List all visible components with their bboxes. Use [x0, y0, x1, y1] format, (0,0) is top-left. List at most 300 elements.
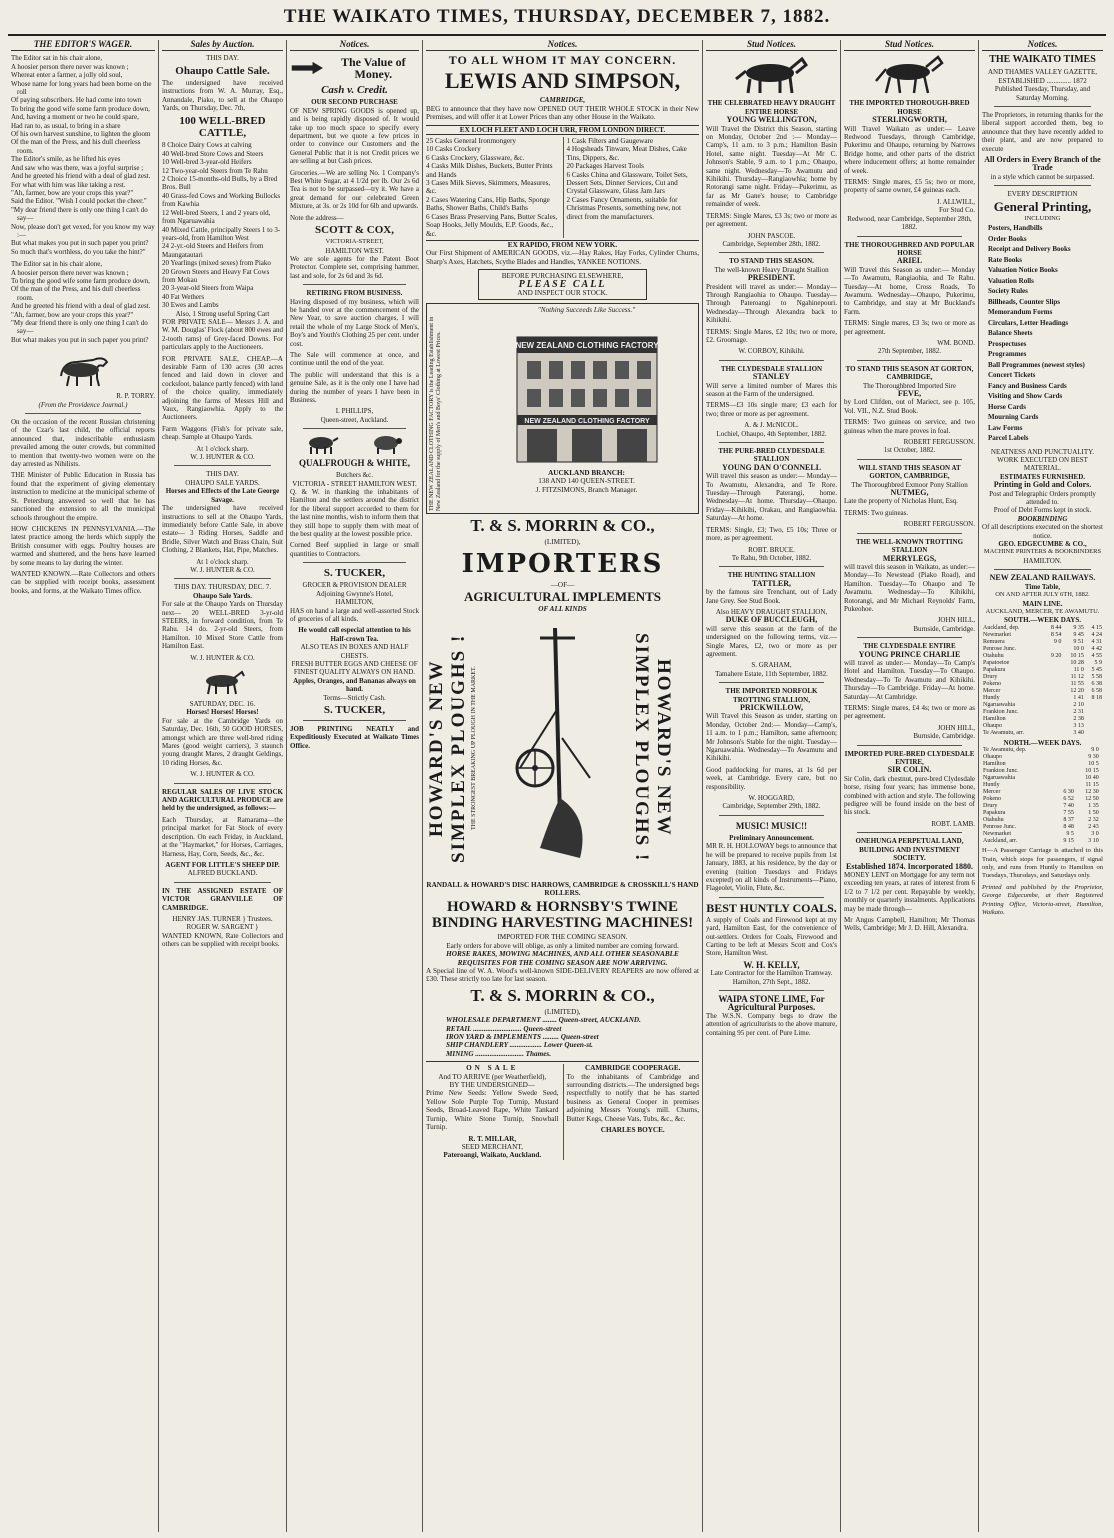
stud-terms: Good paddocking for mares, at 1s 6d per week, at Cambridge. Every care, but no responsibility. — [706, 765, 837, 791]
livestock-illustrations — [290, 433, 419, 455]
post-orders: Post and Telegraphic Orders promptly attended to. — [989, 489, 1096, 507]
column-header: Sales by Auction. — [162, 40, 283, 51]
divider — [174, 578, 271, 579]
time-cell: 4 55 — [1091, 652, 1102, 659]
time-cell: 10 15 — [1070, 652, 1084, 659]
printing-item: Billheads, Counter Slips — [988, 297, 1061, 306]
divider — [719, 442, 824, 443]
time-cell: 3 10 — [1088, 838, 1099, 845]
best-material: WORK EXECUTED ON BEST MATERIAL. — [997, 456, 1088, 473]
station-cell: Pokeno — [983, 680, 1001, 687]
printer-town: HAMILTON. — [1023, 556, 1062, 565]
time-cell: 2 31 — [1073, 708, 1084, 715]
printer-sub: MACHINE PRINTERS & BOOKBINDERS — [983, 548, 1102, 556]
poem-line: And, having a moment or two he could spare, — [11, 113, 139, 122]
divider — [719, 990, 824, 991]
stud-owner: ROBT. BRUCE. — [748, 545, 795, 554]
timetable-row — [982, 824, 1103, 831]
time-cell: 2 32 — [1088, 817, 1099, 824]
goods-item: 3 Cases Milk Sieves, Skimmers, Measures, &c. — [426, 179, 551, 196]
time-cell — [1044, 695, 1062, 702]
stud-body: by Lord Clifden, out of Mariect, see p. 105, Vol. VII., N.Z. Stud Book. — [844, 398, 975, 415]
timetable-row — [982, 653, 1103, 660]
column-notices-2 — [422, 40, 702, 1532]
cooperage-body: To the inhabitants of Cambridge and surrounding districts.—The undersigned begs respectfully to notify that he has started business as General Cooper in premises adjoining Messrs Young's mill. Churns, Butter Kegs, Cheese Vats, Tubs, &c., &c. — [566, 1072, 699, 1123]
column-header: Notices. — [290, 40, 419, 51]
rapido-header: EX RAPIDO, FROM NEW YORK. — [426, 240, 699, 249]
every-description: EVERY DESCRIPTION — [1007, 190, 1078, 199]
timetable-row — [982, 775, 1103, 782]
sale-headline: 100 WELL-BRED CATTLE, — [179, 115, 266, 140]
stud-terms: TERMS: Single Mares, £2 10s; two or more, £2. Groomage. — [706, 327, 837, 344]
lewis-simpson-body: BEG to announce that they have now OPENED OUT THEIR WHOLE STOCK in their New Premises, and will offer it at Lower Prices than any other House in the Waikato. — [426, 104, 699, 122]
agents-body: We are sole agents for the Patent Boot Protector. Complete set, comprising hammer, last and sole, for 2s 6d and 3s 6d. — [290, 254, 419, 280]
timetable-row — [982, 702, 1103, 709]
sale-title: Ohaupo Cattle Sale. — [175, 64, 270, 77]
time-cell: 8 48 — [1063, 824, 1074, 831]
column-stud-notices-1 — [702, 40, 840, 1532]
millar-job: SEED MERCHANT, — [461, 1142, 523, 1151]
divider — [303, 284, 406, 285]
time-cell: 10 5 — [1088, 761, 1099, 768]
poem-line: Of paying subscribers. He had come into town — [11, 96, 142, 105]
lime-body: The W.S.N. Company begs to draw the attention of agriculturists to the above manure, containing 95 per cent. of Pure Lime. — [706, 1011, 837, 1037]
poem-line: "My dear friend there is only one thing I can't do say— — [11, 319, 148, 336]
time-cell — [1100, 775, 1103, 782]
firm-name: SCOTT & COX, — [315, 224, 394, 237]
timetable-row — [982, 754, 1103, 761]
printing-item: Valuation Notice Books — [988, 266, 1058, 275]
time-cell: 9 0 — [1053, 638, 1062, 645]
poem-line: And he greeted his friend with a deal of glad zest. — [11, 172, 151, 181]
poem-line: Whose name for long years had been borne on the roll — [11, 79, 152, 97]
printing-item: Circulars, Letter Headings — [988, 318, 1069, 327]
goods-list-right — [563, 137, 700, 238]
timetable-row — [982, 646, 1103, 653]
station-cell: Mercer — [983, 789, 1001, 796]
groceries-body: Groceries.—We are selling No. 1 Company's Best White Sugar, at 4 1/2d per lb. Our 2s 6d Tea is not to be surpassed—try it. We have a great demand for our celebrated Green Mixture, at 3s. or 2s 10d for 6lb and upwards. — [290, 168, 419, 211]
timetable-title: Time Table, — [1024, 582, 1061, 591]
stud-name: FEVE, — [897, 389, 922, 398]
column-header: Notices. — [982, 40, 1103, 51]
stud-owner-sub: For Stud Co. — [939, 206, 975, 215]
stud-date: 27th September, 1882. — [877, 347, 942, 356]
stud-terms: TERMS: Single Mares, £3 3s; two or more as per agreement. — [706, 211, 837, 229]
retiring-public: The public will understand that this is a genuine Sale, as it is the only one I have had during the number of years I have been in Business. — [290, 370, 419, 404]
timetable-row — [982, 810, 1103, 817]
printing-item: Order Books — [988, 234, 1027, 243]
divider — [719, 682, 824, 683]
lime-title: WAIPA STONE LIME, For Agricultural Purposes. — [718, 993, 825, 1013]
stud-owner: ROBT. LAMB. — [931, 819, 975, 828]
plough-subtitle: THE STRONGEST BREAKING UP PLOUGH IN THE MARKET. — [471, 665, 477, 830]
printing-item: Fancy and Business Cards — [988, 381, 1067, 390]
time-cell — [1044, 716, 1062, 723]
time-cell — [1044, 674, 1062, 681]
proprietors-note: The Proprietors, in returning thanks for the liberal support accorded them, beg to announce that they have recently added to their plant, and are now prepared to execute — [982, 111, 1103, 153]
time-cell: 9 35 — [1073, 624, 1084, 631]
factory-sign-lower: NEW ZEALAND CLOTHING FACTORY — [523, 417, 650, 425]
sale-day: THIS DAY. — [206, 470, 239, 479]
time-cell — [1044, 646, 1062, 653]
printing-item: Parcel Labels — [988, 434, 1029, 443]
style-note: in a style which cannot be surpassed. — [990, 172, 1095, 181]
poem-line: "Ah, farmer, bow are your crops this year?" — [11, 310, 134, 319]
stud-owner: WM. BOND. — [937, 338, 975, 347]
masthead-rule — [8, 34, 1106, 36]
time-cell — [1100, 803, 1103, 810]
apples: Apples, Oranges, and Bananas always on hand. — [293, 676, 416, 694]
poem-continued — [11, 260, 155, 344]
society-title: ONEHUNGA PERPETUAL LAND, BUILDING AND INVESTMENT SOCIETY. — [855, 837, 964, 863]
timetable-row — [982, 632, 1103, 639]
printing-item: Balance Sheets — [988, 329, 1033, 338]
poem-line: A hoosier person there never was known ; — [11, 268, 129, 277]
sale-title: Horses! Horses! Horses! — [186, 708, 259, 717]
second-purchase: OUR SECOND PURCHASE — [311, 98, 398, 107]
stud-title: THE CELEBRATED HEAVY DRAUGHT ENTIRE HORSE — [707, 99, 836, 116]
time-cell — [1085, 730, 1103, 737]
ships-header: EX LOCH FLEET AND LOCH URR, FROM LONDON DIRECT. — [426, 125, 699, 135]
time-cell: 6 58 — [1091, 687, 1102, 694]
cooperage-title: CAMBRIDGE COOPERAGE. — [585, 1064, 681, 1073]
stud-body: President will travel as under:— Monday—Through Rangiaohia to Ohaupo. Tuesday—Through Pateroangi to Ngahinepouri. Wednesday—Through Alexandra back to Kihikihi. — [706, 282, 837, 325]
butcher-sub: Butchers &c. — [336, 471, 373, 480]
poem-line: But what makes you put in such paper you print? — [11, 335, 149, 344]
goods-item: 6 Casks Crockery, Glassware, &c. — [426, 153, 525, 162]
department: RETAIL ........................... Queen-street — [446, 1024, 562, 1033]
railway-note: H—A Passenger Carriage is attached to this Train, which stops for passengers, if signal only, and runs from Huntly to Hamilton on Tuesdays, Thursdays, and Saturdays only. — [982, 847, 1103, 880]
grocer-name: S. TUCKER, — [323, 703, 386, 716]
stud-date: 1st October, 1882. — [883, 446, 936, 455]
column-stud-notices-2 — [840, 40, 978, 1532]
sale-item: 20 Yearlings (mixed sexes) from Piako — [162, 259, 271, 268]
sale-item: 20 3-year-old Steers from Waipa — [162, 284, 254, 293]
timetable-row — [982, 782, 1103, 789]
millar-place: Pateroangi, Waikato, Auckland. — [443, 1151, 542, 1160]
goods-item: 1 Cask Filters and Gaugeware — [566, 137, 654, 146]
stud-owner: ROBERT FERGUSSON. — [903, 520, 975, 529]
sale-day: SATURDAY, DEC. 16. — [189, 700, 256, 708]
time-cell: 2 43 — [1088, 824, 1099, 831]
department: WHOLESALE DEPARTMENT ........ Queen-street, AUCKLAND. — [446, 1016, 641, 1025]
poem-line: Had ran to, as usual, to bring in a share — [11, 121, 121, 130]
lewis-simpson-town: CAMBRIDGE, — [539, 96, 586, 105]
printing-item: Society Rules — [988, 287, 1028, 296]
north-timetable — [982, 747, 1103, 845]
stud-owner: S. GRAHAM, — [751, 661, 792, 670]
time-cell: 1 50 — [1088, 810, 1099, 817]
divider — [174, 783, 271, 784]
auckland-branch: AUCKLAND BRANCH: — [548, 468, 625, 477]
time-cell — [1100, 754, 1103, 761]
sale-also: Also, 1 Strong useful Spring Cart — [175, 309, 270, 318]
sale-place: OHAUPO SALE YARDS. — [185, 478, 260, 487]
sale-title: Horses and Effects of the Late George Savage. — [165, 487, 280, 504]
divider — [857, 832, 962, 833]
agent-name: ALFRED BUCKLAND. — [187, 869, 258, 878]
time-cell: 2 38 — [1073, 715, 1084, 722]
stud-date: Te Rahu, 9th October, 1882. — [731, 553, 812, 562]
timetable-row — [982, 709, 1103, 716]
time-cell: 1 41 — [1073, 694, 1084, 701]
stud-title: THE CLYDESDALE STALLION — [720, 364, 823, 373]
poem-line: "My dear friend there is only one thing I can't do say— — [11, 205, 148, 223]
south-timetable — [982, 625, 1103, 737]
column-editors-wager — [8, 40, 158, 1532]
sale-time: At 1 o'clock sharp. — [196, 444, 249, 453]
stud-title: THE CLYDESDALE ENTIRE — [863, 642, 956, 651]
stud-title: WILL STAND THIS SEASON AT GORTON, CAMBRIDGE, — [858, 463, 961, 481]
stud-name: STANLEY — [752, 372, 791, 382]
timetable-row — [982, 817, 1103, 824]
notice-body: OF NEW SPRING GOODS is opened up, and is being rapidly disposed of. It would take up too much space to specify every department, but we quote a few prices in order to convince our Customers and the General Public that it is not Credit prices we are selling at but Cash prices. — [290, 106, 419, 166]
timetable-row — [982, 688, 1103, 695]
stud-name: TATTLER, — [751, 578, 792, 588]
factory-sign: NEW ZEALAND CLOTHING FACTORY — [514, 340, 659, 350]
time-cell — [1100, 789, 1103, 796]
stud-body: Will Travel the District this Season, starting on Monday, October 2nd :— Monday—Camp's, 11 a.m. to 3 p.m.; Hamilton Basin Hotel, same night. Tuesday—At Mr C. Johnson's Stable, 9 a.m. to 1 p.m.; Ohaupo, same night. Wednesday—To Awamutu and Kihikihi. Thursday—Rangiaowhia; home by Rotorangi same night. Friday—Pukerimu, as far as Mr Gane's house; to Cambridge remainder of week. — [706, 124, 837, 209]
music-title: MUSIC! MUSIC!! — [735, 820, 808, 831]
time-cell: 9 5 — [1066, 831, 1074, 838]
station-cell: Drury — [983, 803, 998, 810]
divider — [303, 720, 406, 721]
please-call: PLEASE CALL — [518, 278, 607, 290]
imported-season: IMPORTED FOR THE COMING SEASON. — [497, 933, 628, 942]
regular-sales-title: REGULAR SALES OF LIVE STOCK AND AGRICULTURAL PRODUCE are held by the undersigned, as follows:— — [162, 787, 283, 813]
station-cell: Ngaruawahia — [983, 701, 1015, 708]
music-body: MR R. H. HOLLOWAY begs to announce that he will be prepared to receive pupils from 1st January, 1883, at his residence, by the day or evening (tuition Tuesdays and Fridays excepted) on all kinds of Instruments—Piano, Flageolet, Violin, Flute, &c. — [706, 842, 837, 893]
time-cell: 9 15 — [1063, 838, 1074, 845]
stud-place: Burnside, Cambridge. — [913, 624, 975, 633]
divider — [719, 815, 824, 816]
lewis-simpson-title: LEWIS AND SIMPSON, — [444, 68, 681, 94]
time-cell — [1100, 761, 1103, 768]
timetable-row — [982, 660, 1103, 667]
sale-item: 20 Grown Steers and Heavy Fat Cows from Mokau — [162, 267, 270, 284]
sale-item: 30 Ewes and Lambs — [162, 301, 219, 310]
sale-body: The undersigned have received instructions to sell at the Ohaupo Yards, immediately before Cattle Sale, in above estate— 3 Riding Horses, Saddle and Bridle, Silver Watch and Brass Chain, Suit Clothing, 2 Blankets, Hat, Pipe, Matches. — [162, 504, 283, 555]
agent-title: AGENT FOR LITTLE'S SHEEP DIP. — [165, 860, 280, 869]
stud-terms: TERMS: Single, £3; Two, £5 10s; Three or more, as per agreement. — [706, 525, 837, 543]
time-cell: 3 13 — [1073, 722, 1084, 729]
neatness: NEATNESS AND PUNCTUALITY. — [990, 447, 1095, 456]
stud-name: DUKE OF BUCCLEUGH, — [725, 615, 818, 625]
time-cell: 8 44 — [1050, 624, 1062, 631]
divider — [303, 562, 406, 563]
society-body: MONEY LENT on Mortgage for any term not exceeding ten years, at rates of interest from 6 1/2 to 7 1/2 per cent. Repayable by weekly, monthly or quarterly instalments. Applications may be made through— — [844, 870, 975, 913]
morrin-limited: (LIMITED), — [544, 538, 581, 547]
timetable-row — [982, 789, 1103, 796]
news-paragraph: On the occasion of the recent Russian christening of the Czar's last child, the official reports announced that, indescribable enthusiasm prevailed among the outer crowds, but committed to mention that twenty-two women were on the day arrested as Nihilists. — [11, 418, 155, 469]
department: MINING ........................... Thames. — [446, 1049, 552, 1058]
auctioneer: W. J. HUNTER & CO. — [190, 453, 255, 462]
branch-manager: J. FITZSIMONS, Branch Manager. — [535, 485, 638, 494]
timetable-row — [982, 716, 1103, 723]
time-cell: 12 50 — [1085, 796, 1099, 803]
established: ESTABLISHED .............. 1872 — [998, 76, 1087, 85]
poem-line: The Editor sat in his chair alone, — [11, 260, 103, 269]
retiring-sale: The Sale will commence at once, and continue until the end of the year. — [290, 350, 419, 368]
station-cell: Papatoetoe — [983, 659, 1010, 666]
music-sub: Preliminary Announcement. — [729, 833, 814, 842]
auctioneer: W. J. HUNTER & CO. — [190, 565, 255, 574]
station-cell: Hamilton — [983, 715, 1006, 722]
stud-name: STERLINGWORTH, — [872, 115, 947, 125]
grocer-butter: FRESH BUTTER EGGS AND CHEESE OF FINEST QUALITY ALWAYS ON HAND. — [291, 659, 418, 677]
goods-item: 4 Casks Milk Dishes, Buckets, Butter Prints and Hands — [426, 162, 553, 179]
stud-terms: TERMS: Single mares, £5 5s; two or more, property of same owner, £4 guineas each. — [844, 178, 975, 195]
time-cell: 10 15 — [1085, 768, 1099, 775]
station-cell: Ohaupo — [983, 754, 1002, 761]
coals-name: W. H. KELLY, — [743, 959, 800, 970]
printing-item: Posters, Handbills — [988, 224, 1043, 233]
station-cell: Hamilton — [983, 761, 1006, 768]
time-cell — [1055, 782, 1075, 789]
divider — [994, 185, 1091, 186]
department: IRON YARD & IMPLEMENTS ......... Queen-street — [446, 1033, 599, 1042]
estimates: ESTIMATES FURNISHED. — [999, 472, 1086, 481]
north-header: NORTH.—WEEK DAYS. — [1003, 738, 1082, 747]
printing-item: Visiting and Show Cards — [988, 392, 1063, 401]
poem-line: The Editor sat in his chair alone, — [11, 54, 103, 63]
time-cell: 11 0 — [1073, 666, 1084, 673]
column-sales-by-auction — [158, 40, 286, 1532]
poem-line: To bring the good wife some farm produce down, — [11, 104, 150, 113]
sale-day: THIS DAY. THURSDAY, DEC. 7. — [173, 583, 272, 592]
bookbinding-body: Of all descriptions executed on the shortest notice. — [982, 523, 1103, 540]
time-cell: 9 20 — [1050, 652, 1062, 659]
plough-illustration — [480, 618, 630, 878]
time-cell — [1055, 768, 1075, 775]
time-cell: 5 9 — [1094, 659, 1102, 666]
factory-side-text: THE NEW ZEALAND CLOTHING FACTORY is the Leading Establishment in New Zealand for the supply of Men's and Boys' Clothing at Lowest Prices. — [429, 317, 442, 512]
printing-item: Concert Tickets — [988, 371, 1036, 380]
grocer-boxes: ALSO TEAS IN BOXES AND HALF CHESTS. — [300, 643, 409, 660]
stud-body: will travel as under:— Monday—To Camp's Hotel and Hamilton. Tuesday—To Ohaupo. Wednesday—To Te Awamutu and Kihikihi. Thursday—To Cambridge. Friday—At home. Saturday—At Cambridge. — [844, 658, 975, 701]
concern-headline: TO ALL WHOM IT MAY CONCERN. — [448, 53, 677, 68]
time-cell — [1100, 824, 1103, 831]
time-cell: 12 30 — [1085, 789, 1099, 796]
trustees: HENRY JAS. TURNER } Trustees. ROGER W. SARGENT } — [172, 914, 273, 932]
wanted-known: WANTED KNOWN, Rate Collectors and others can be supplied with receipt books. — [162, 931, 283, 949]
column-header: Notices. — [426, 40, 699, 51]
time-cell: 9 30 — [1088, 754, 1099, 761]
american-goods: Our First Shipment of AMERICAN GOODS, viz.—Hay Rakes, Hay Forks, Cylinder Churns, Sharp's Axes, Hatchets, Scythe Blades and Handles, YANKEE NOTIONS. — [426, 249, 699, 266]
divider — [857, 360, 962, 361]
station-cell: Drury — [983, 673, 998, 680]
millar-ad — [426, 1064, 559, 1159]
proof-of-debt: Proof of Debt Forms kept in stock. — [993, 506, 1092, 515]
stud-name: YOUNG DAN O'CONNELL — [721, 462, 822, 472]
stud-owner: JOHN HILL, — [937, 723, 975, 732]
time-cell: 10 0 — [1073, 645, 1084, 652]
column-header: Stud Notices. — [706, 40, 837, 51]
poem-line: Now, please don't get vexed, for you know my way :— — [11, 222, 155, 239]
poem — [11, 54, 155, 256]
station-cell: Newmarket — [983, 831, 1011, 838]
sale-day: THIS DAY. — [206, 54, 239, 63]
grocer-title: GROCER & PROVISION DEALER — [302, 581, 407, 590]
station-cell: Ohaupo — [983, 722, 1002, 729]
stud-owner: JOHN PASCOE. — [747, 231, 796, 240]
sale-list — [162, 141, 283, 309]
time-cell: 10 40 — [1085, 775, 1099, 782]
station-cell: Papakura — [983, 666, 1006, 673]
time-cell — [1100, 782, 1103, 789]
stud-body: Will Travel Waikato as under:— Leave Redwood Tuesdays, through Cambridge, Pukerimu and Ohaupo, returning by Narrows Bridge home, and other parts of the district where inducement offers; at home remainder of week. — [844, 124, 975, 175]
time-cell — [1044, 660, 1062, 667]
poem-line: But what makes you put in such paper you print? — [11, 239, 149, 248]
poem-line: To bring the good wife some farm produce down, — [11, 276, 150, 285]
stud-title: IMPORTED PURE-BRED CLYDESDALE ENTIRE, — [844, 749, 975, 767]
stud-title: THE WELL-KNOWN TROTTING STALLION — [855, 537, 964, 555]
paper-name-2: AND THAMES VALLEY GAZETTE, — [987, 68, 1097, 77]
divider — [174, 882, 271, 883]
time-cell — [1100, 831, 1103, 838]
stud-body: Late the property of Nicholas Hunt, Esq. — [844, 497, 958, 506]
corned-beef: Corned Beef supplied in large or small quantities to Contractors. — [290, 541, 419, 558]
factory-building-illustration — [497, 317, 677, 467]
station-cell: Frankton Junc. — [983, 708, 1019, 715]
station-cell: Auckland, arr. — [983, 838, 1018, 845]
stud-date: Tamahere Estate, 11th September, 1882. — [715, 669, 828, 678]
column-notices-1 — [286, 40, 422, 1532]
all-orders: All Orders in Every Branch of the Trade — [984, 155, 1101, 173]
timetable-row — [982, 723, 1103, 730]
time-cell: 8 37 — [1063, 817, 1074, 824]
printing-list — [982, 223, 1103, 444]
sale-item: 12 Well-bred Steers, 1 and 2 years old, from Ngaruawahia — [162, 208, 271, 226]
time-cell — [1100, 747, 1103, 754]
town: HAMILTON WEST. — [325, 246, 384, 255]
poem-line: Of the man of the Press, and his dull cheerless room. — [11, 285, 141, 302]
time-cell — [1085, 716, 1103, 723]
stud-body: will travel this season in Waikato, as under:— Monday—To Newstead (Piako Road), and Hamilton. Tuesday—To Ohaupo and Te Awamutu. Wednesday—To Kihikihi, Rotorangi, and Mr Michael Reynolds' Farm, Pukeohoe. — [844, 562, 975, 613]
cooperage-ad — [563, 1064, 700, 1159]
stud-name: NUTMEG, — [890, 488, 929, 498]
factory-main — [477, 306, 696, 511]
stud-name: PRESIDENT. — [747, 273, 796, 283]
ox-icon — [305, 433, 339, 455]
of-label: —OF— — [550, 580, 575, 589]
station-cell: Te Awamutu, dep. — [983, 747, 1027, 754]
stud-title: THE IMPORTED NORFOLK TROTTING STALLION, — [725, 687, 818, 704]
stud-title: THE IMPORTED THOROUGH-BRED HORSE — [849, 99, 970, 116]
branch-address: 138 AND 140 QUEEN-STREET. — [538, 477, 635, 486]
main-line: MAIN LINE. — [1022, 599, 1063, 608]
goods-item: 25 Casks General Ironmongery — [426, 137, 517, 146]
goods-item: 6 Casks China and Glassware, Toilet Sets, Dessert Sets, Dinner Services, Cut and Crystal Glassware, Glass Jam Jars — [566, 170, 688, 196]
sale-item: 10 Well-bred 3-year-old Heifers — [162, 158, 252, 167]
time-cell: 6 38 — [1091, 680, 1102, 687]
goods-item: 10 Casks Crockery — [426, 145, 481, 154]
early-orders: Early orders for above will oblige, as only a limited number are coming forward. — [446, 941, 679, 950]
horse-rakes: HORSE RAKES, MOWING MACHINES, AND ALL OTHER SEASONABLE REQUISITES FOR THE COMING SEASON ARE NOW ARRIVING. — [446, 950, 679, 967]
stud-owner: A. & J. McNICOL. — [744, 421, 799, 430]
pointing-hand-icon — [290, 57, 325, 79]
all-kinds: OF ALL KINDS — [538, 605, 587, 614]
retiring-title: RETIRING FROM BUSINESS. — [306, 289, 403, 298]
time-cell: 3 0 — [1091, 831, 1099, 838]
retiring-name: I. PHILLIPS, — [335, 407, 374, 416]
agricultural-implements: AGRICULTURAL IMPLEMENTS — [463, 589, 662, 605]
news-paragraph: THE Minister of Public Education in Russia has found that the experiment of giving elementary instruction to medicine at the municipal scheme of St. Petersburg answered so well that he has sanctioned the extension to all the municipal schools throughout the empire. — [11, 471, 155, 522]
stud-owner: W. CORBOY, Kihikihi. — [738, 347, 805, 356]
divider — [25, 413, 140, 414]
stud-date: Cambridge, September 29th, 1882. — [722, 802, 821, 811]
sale-item: 12 Two-year-old Steers from Te Rahu — [162, 166, 268, 175]
